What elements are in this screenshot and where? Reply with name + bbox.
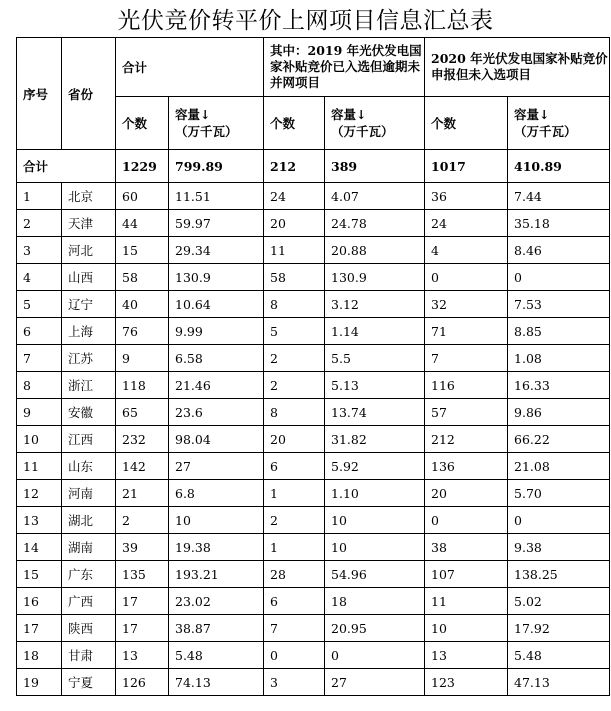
value-cell: 74.13 bbox=[169, 669, 264, 696]
province-cell: 陕西 bbox=[62, 615, 116, 642]
value-cell: 107 bbox=[425, 561, 508, 588]
total-cell: 212 bbox=[264, 150, 325, 183]
header-count: 个数 bbox=[425, 97, 508, 150]
header-capacity bbox=[508, 97, 610, 150]
value-cell: 126 bbox=[116, 669, 169, 696]
value-cell: 116 bbox=[425, 372, 508, 399]
seq-cell: 12 bbox=[17, 480, 62, 507]
value-cell: 16.33 bbox=[508, 372, 610, 399]
value-cell: 29.34 bbox=[169, 237, 264, 264]
value-cell: 10 bbox=[169, 507, 264, 534]
total-label: 合计 bbox=[17, 150, 116, 183]
value-cell: 71 bbox=[425, 318, 508, 345]
value-cell: 9 bbox=[116, 345, 169, 372]
summary-table bbox=[16, 37, 610, 696]
seq-cell: 10 bbox=[17, 426, 62, 453]
value-cell: 2 bbox=[116, 507, 169, 534]
province-cell: 北京 bbox=[62, 183, 116, 210]
value-cell: 38 bbox=[425, 534, 508, 561]
value-cell: 54.96 bbox=[325, 561, 425, 588]
table-row bbox=[17, 345, 610, 372]
value-cell: 24 bbox=[264, 183, 325, 210]
value-cell: 5.02 bbox=[508, 588, 610, 615]
value-cell: 21.08 bbox=[508, 453, 610, 480]
table-row bbox=[17, 615, 610, 642]
header-group-2020: 2020 年光伏发电国家补贴竞价申报但未入选项目 bbox=[425, 38, 610, 97]
value-cell: 24.78 bbox=[325, 210, 425, 237]
value-cell: 24 bbox=[425, 210, 508, 237]
total-row bbox=[17, 150, 610, 183]
value-cell: 1 bbox=[264, 534, 325, 561]
value-cell: 36 bbox=[425, 183, 508, 210]
header-total-group: 合计 bbox=[116, 38, 264, 97]
value-cell: 31.82 bbox=[325, 426, 425, 453]
seq-cell: 14 bbox=[17, 534, 62, 561]
header-capacity-line1: 容量↓ bbox=[514, 107, 550, 122]
province-cell: 山西 bbox=[62, 264, 116, 291]
province-cell: 天津 bbox=[62, 210, 116, 237]
value-cell: 5.5 bbox=[325, 345, 425, 372]
province-cell: 甘肃 bbox=[62, 642, 116, 669]
value-cell: 7.53 bbox=[508, 291, 610, 318]
value-cell: 9.86 bbox=[508, 399, 610, 426]
seq-cell: 15 bbox=[17, 561, 62, 588]
value-cell: 5.13 bbox=[325, 372, 425, 399]
table-row bbox=[17, 210, 610, 237]
value-cell: 39 bbox=[116, 534, 169, 561]
value-cell: 17 bbox=[116, 588, 169, 615]
total-cell: 389 bbox=[325, 150, 425, 183]
header-seq: 序号 bbox=[17, 38, 62, 150]
page-title: 光伏竞价转平价上网项目信息汇总表 bbox=[117, 8, 494, 34]
value-cell: 138.25 bbox=[508, 561, 610, 588]
seq-cell: 1 bbox=[17, 183, 62, 210]
seq-cell: 7 bbox=[17, 345, 62, 372]
table-row bbox=[17, 264, 610, 291]
value-cell: 20 bbox=[264, 426, 325, 453]
value-cell: 27 bbox=[169, 453, 264, 480]
value-cell: 5 bbox=[264, 318, 325, 345]
value-cell: 20.88 bbox=[325, 237, 425, 264]
value-cell: 10 bbox=[325, 507, 425, 534]
province-cell: 广西 bbox=[62, 588, 116, 615]
value-cell: 21 bbox=[116, 480, 169, 507]
value-cell: 6 bbox=[264, 453, 325, 480]
value-cell: 13 bbox=[116, 642, 169, 669]
value-cell: 7.44 bbox=[508, 183, 610, 210]
table-row bbox=[17, 453, 610, 480]
province-cell: 湖北 bbox=[62, 507, 116, 534]
header-capacity-line2: （万千瓦） bbox=[175, 124, 238, 139]
header-capacity bbox=[325, 97, 425, 150]
province-cell: 河北 bbox=[62, 237, 116, 264]
table-row bbox=[17, 183, 610, 210]
value-cell: 13 bbox=[425, 642, 508, 669]
table-row bbox=[17, 318, 610, 345]
value-cell: 60 bbox=[116, 183, 169, 210]
value-cell: 23.02 bbox=[169, 588, 264, 615]
value-cell: 5.48 bbox=[508, 642, 610, 669]
total-cell: 799.89 bbox=[169, 150, 264, 183]
value-cell: 20 bbox=[425, 480, 508, 507]
seq-cell: 18 bbox=[17, 642, 62, 669]
province-cell: 江西 bbox=[62, 426, 116, 453]
seq-cell: 8 bbox=[17, 372, 62, 399]
value-cell: 47.13 bbox=[508, 669, 610, 696]
value-cell: 11 bbox=[264, 237, 325, 264]
value-cell: 1 bbox=[264, 480, 325, 507]
value-cell: 2 bbox=[264, 372, 325, 399]
seq-cell: 9 bbox=[17, 399, 62, 426]
table-row bbox=[17, 669, 610, 696]
value-cell: 123 bbox=[425, 669, 508, 696]
value-cell: 11.51 bbox=[169, 183, 264, 210]
province-cell: 广东 bbox=[62, 561, 116, 588]
header-count: 个数 bbox=[264, 97, 325, 150]
total-cell: 1229 bbox=[116, 150, 169, 183]
value-cell: 11 bbox=[425, 588, 508, 615]
value-cell: 1.10 bbox=[325, 480, 425, 507]
table-row bbox=[17, 534, 610, 561]
value-cell: 32 bbox=[425, 291, 508, 318]
value-cell: 6.58 bbox=[169, 345, 264, 372]
header-capacity-line1: 容量↓ bbox=[331, 107, 367, 122]
value-cell: 6 bbox=[264, 588, 325, 615]
value-cell: 232 bbox=[116, 426, 169, 453]
value-cell: 0 bbox=[325, 642, 425, 669]
table-row bbox=[17, 399, 610, 426]
value-cell: 9.38 bbox=[508, 534, 610, 561]
province-cell: 湖南 bbox=[62, 534, 116, 561]
value-cell: 20.95 bbox=[325, 615, 425, 642]
table-row bbox=[17, 588, 610, 615]
header-capacity-line2: （万千瓦） bbox=[331, 124, 394, 139]
value-cell: 20 bbox=[264, 210, 325, 237]
header-capacity bbox=[169, 97, 264, 150]
value-cell: 6.8 bbox=[169, 480, 264, 507]
value-cell: 0 bbox=[264, 642, 325, 669]
value-cell: 21.46 bbox=[169, 372, 264, 399]
value-cell: 3 bbox=[264, 669, 325, 696]
value-cell: 8.85 bbox=[508, 318, 610, 345]
value-cell: 9.99 bbox=[169, 318, 264, 345]
header-count: 个数 bbox=[116, 97, 169, 150]
value-cell: 212 bbox=[425, 426, 508, 453]
seq-cell: 13 bbox=[17, 507, 62, 534]
value-cell: 66.22 bbox=[508, 426, 610, 453]
value-cell: 136 bbox=[425, 453, 508, 480]
seq-cell: 2 bbox=[17, 210, 62, 237]
value-cell: 1.08 bbox=[508, 345, 610, 372]
total-cell: 1017 bbox=[425, 150, 508, 183]
value-cell: 0 bbox=[508, 507, 610, 534]
value-cell: 7 bbox=[425, 345, 508, 372]
value-cell: 0 bbox=[425, 264, 508, 291]
value-cell: 13.74 bbox=[325, 399, 425, 426]
header-province: 省份 bbox=[62, 38, 116, 150]
value-cell: 40 bbox=[116, 291, 169, 318]
value-cell: 4.07 bbox=[325, 183, 425, 210]
value-cell: 15 bbox=[116, 237, 169, 264]
value-cell: 18 bbox=[325, 588, 425, 615]
value-cell: 5.48 bbox=[169, 642, 264, 669]
value-cell: 58 bbox=[264, 264, 325, 291]
header-capacity-line2: （万千瓦） bbox=[514, 124, 577, 139]
value-cell: 19.38 bbox=[169, 534, 264, 561]
value-cell: 65 bbox=[116, 399, 169, 426]
value-cell: 10.64 bbox=[169, 291, 264, 318]
value-cell: 27 bbox=[325, 669, 425, 696]
value-cell: 38.87 bbox=[169, 615, 264, 642]
seq-cell: 4 bbox=[17, 264, 62, 291]
province-cell: 上海 bbox=[62, 318, 116, 345]
value-cell: 130.9 bbox=[325, 264, 425, 291]
value-cell: 59.97 bbox=[169, 210, 264, 237]
value-cell: 118 bbox=[116, 372, 169, 399]
table-row bbox=[17, 480, 610, 507]
total-cell: 410.89 bbox=[508, 150, 610, 183]
value-cell: 8 bbox=[264, 399, 325, 426]
value-cell: 0 bbox=[425, 507, 508, 534]
value-cell: 3.12 bbox=[325, 291, 425, 318]
value-cell: 135 bbox=[116, 561, 169, 588]
value-cell: 2 bbox=[264, 345, 325, 372]
province-cell: 安徽 bbox=[62, 399, 116, 426]
value-cell: 44 bbox=[116, 210, 169, 237]
value-cell: 57 bbox=[425, 399, 508, 426]
seq-cell: 3 bbox=[17, 237, 62, 264]
province-cell: 辽宁 bbox=[62, 291, 116, 318]
value-cell: 130.9 bbox=[169, 264, 264, 291]
value-cell: 1.14 bbox=[325, 318, 425, 345]
value-cell: 28 bbox=[264, 561, 325, 588]
value-cell: 193.21 bbox=[169, 561, 264, 588]
value-cell: 5.70 bbox=[508, 480, 610, 507]
province-cell: 江苏 bbox=[62, 345, 116, 372]
table-row bbox=[17, 291, 610, 318]
table-row bbox=[17, 372, 610, 399]
table-row bbox=[17, 426, 610, 453]
value-cell: 5.92 bbox=[325, 453, 425, 480]
value-cell: 17.92 bbox=[508, 615, 610, 642]
province-cell: 宁夏 bbox=[62, 669, 116, 696]
province-cell: 山东 bbox=[62, 453, 116, 480]
seq-cell: 16 bbox=[17, 588, 62, 615]
value-cell: 7 bbox=[264, 615, 325, 642]
province-cell: 浙江 bbox=[62, 372, 116, 399]
value-cell: 76 bbox=[116, 318, 169, 345]
value-cell: 0 bbox=[508, 264, 610, 291]
seq-cell: 19 bbox=[17, 669, 62, 696]
value-cell: 58 bbox=[116, 264, 169, 291]
table-row bbox=[17, 561, 610, 588]
value-cell: 98.04 bbox=[169, 426, 264, 453]
header-group-2019: 其中：2019 年光伏发电国家补贴竞价已入选但逾期未并网项目 bbox=[264, 38, 425, 97]
table-row bbox=[17, 507, 610, 534]
seq-cell: 11 bbox=[17, 453, 62, 480]
table-row bbox=[17, 642, 610, 669]
value-cell: 10 bbox=[325, 534, 425, 561]
value-cell: 2 bbox=[264, 507, 325, 534]
province-cell: 河南 bbox=[62, 480, 116, 507]
seq-cell: 6 bbox=[17, 318, 62, 345]
header-capacity-line1: 容量↓ bbox=[175, 107, 211, 122]
value-cell: 4 bbox=[425, 237, 508, 264]
table-row bbox=[17, 237, 610, 264]
seq-cell: 5 bbox=[17, 291, 62, 318]
value-cell: 10 bbox=[425, 615, 508, 642]
value-cell: 142 bbox=[116, 453, 169, 480]
seq-cell: 17 bbox=[17, 615, 62, 642]
value-cell: 23.6 bbox=[169, 399, 264, 426]
value-cell: 17 bbox=[116, 615, 169, 642]
value-cell: 35.18 bbox=[508, 210, 610, 237]
value-cell: 8 bbox=[264, 291, 325, 318]
value-cell: 8.46 bbox=[508, 237, 610, 264]
